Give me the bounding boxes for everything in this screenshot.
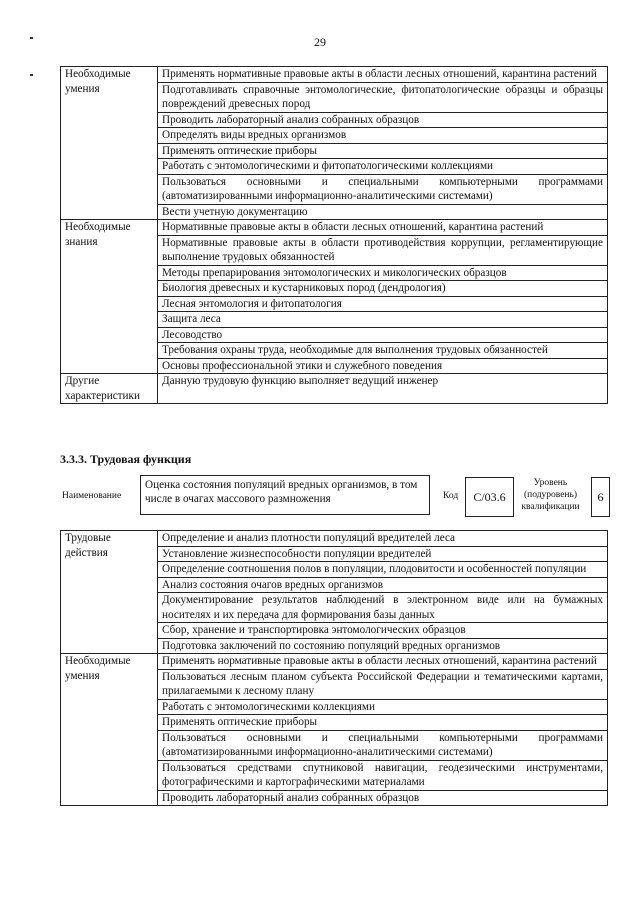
table-cell: Пользоваться основными и специальными компьютерными программами (автоматизированными информационно-аналитическими системами) [158, 174, 608, 204]
table-cell: Подготавливать справочные энтомологические, фитопатологические образцы и образцы повреждений древесных пород [158, 82, 608, 112]
table-cell: Применять нормативные правовые акты в области лесных отношений, карантина растений [158, 654, 608, 670]
table-row [61, 374, 608, 404]
table-cell: Биология древесных и кустарниковых пород (дендрология) [158, 281, 608, 297]
row-group-header: Необходимые умения [61, 654, 158, 806]
page-number: 29 [314, 35, 326, 49]
table-cell: Определять виды вредных организмов [158, 128, 608, 144]
row-group-header: Необходимые знания [61, 220, 158, 374]
table-cell: Проводить лабораторный анализ собранных образцов [158, 790, 608, 806]
function-name-box [140, 475, 430, 515]
table-cell: Основы профессиональной этики и служебного поведения [158, 358, 608, 374]
table-cell: Установление жизнеспособности популяции вредителей [158, 546, 608, 562]
table-cell: Определение и анализ плотности популяций вредителей леса [158, 531, 608, 547]
table-cell: Анализ состояния очагов вредных организмов [158, 577, 608, 593]
table-cell: Лесная энтомология и фитопатология [158, 296, 608, 312]
table-cell: Нормативные правовые акты в области лесных отношений, карантина растений [158, 220, 608, 236]
row-group-header: Другие характеристики [61, 374, 158, 404]
code-value: C/03.6 [473, 490, 506, 504]
table-cell: Пользоваться основными и специальными компьютерными программами (автоматизированными информационно-аналитическими системами) [158, 730, 608, 760]
table-cell: Защита леса [158, 312, 608, 328]
table-cell: Данную трудовую функцию выполняет ведущий инженер [158, 374, 608, 404]
row-group-header: Трудовые действия [61, 531, 158, 654]
margin-mark [30, 74, 33, 76]
table-cell: Работать с энтомологическими и фитопатологическими коллекциями [158, 159, 608, 175]
section-title: 3.3.3. Трудовая функция [60, 452, 192, 466]
table-row [61, 654, 608, 670]
row-group-header: Необходимые умения [61, 67, 158, 220]
table-cell: Сбор, хранение и транспортировка энтомологических образцов [158, 623, 608, 639]
table-cell: Применять оптические приборы [158, 715, 608, 731]
table-cell: Применять оптические приборы [158, 143, 608, 159]
margin-mark [30, 37, 33, 39]
table-cell: Работать с энтомологическими коллекциями [158, 699, 608, 715]
table-cell: Требования охраны труда, необходимые для выполнения трудовых обязанностей [158, 343, 608, 359]
code-box [465, 477, 514, 517]
table-row [61, 531, 608, 547]
function-name: Оценка состояния популяций вредных организмов, в том числе в очагах массового размножения [145, 479, 418, 505]
table-cell: Определение соотношения полов в популяции, плодовитости и особенностей популяции [158, 562, 608, 578]
name-label: Наименование [62, 491, 122, 501]
table-cell: Документирование результатов наблюдений в электронном виде или на бумажных носителях и их передача для формирования базы данных [158, 593, 608, 623]
level-box [591, 477, 610, 517]
code-label: Код [443, 491, 459, 501]
table-cell: Нормативные правовые акты в области противодействия коррупции, регламентирующие выполнение трудовых обязанностей [158, 235, 608, 265]
table-cell: Методы препарирования энтомологических и микологических образцов [158, 265, 608, 281]
table-cell: Пользоваться лесным планом субъекта Российской Федерации и тематическими картами, прилагаемыми к лесному плану [158, 669, 608, 699]
table-cell: Проводить лабораторный анализ собранных образцов [158, 112, 608, 128]
table-cell: Вести учетную документацию [158, 204, 608, 220]
skills-knowledge-table [60, 66, 608, 404]
table-cell: Лесоводство [158, 327, 608, 343]
level-value: 6 [597, 490, 604, 504]
actions-skills-table [60, 530, 608, 806]
table-row [61, 220, 608, 236]
table-cell: Подготовка заключений по состоянию популяций вредных организмов [158, 638, 608, 654]
level-label: Уровень (подуровень) квалификации [521, 478, 580, 512]
table-cell: Пользоваться средствами спутниковой навигации, геодезическими инструментами, фотографическими и картографическими материалами [158, 760, 608, 790]
table-cell: Применять нормативные правовые акты в области лесных отношений, карантина растений [158, 67, 608, 83]
table-row [61, 67, 608, 83]
